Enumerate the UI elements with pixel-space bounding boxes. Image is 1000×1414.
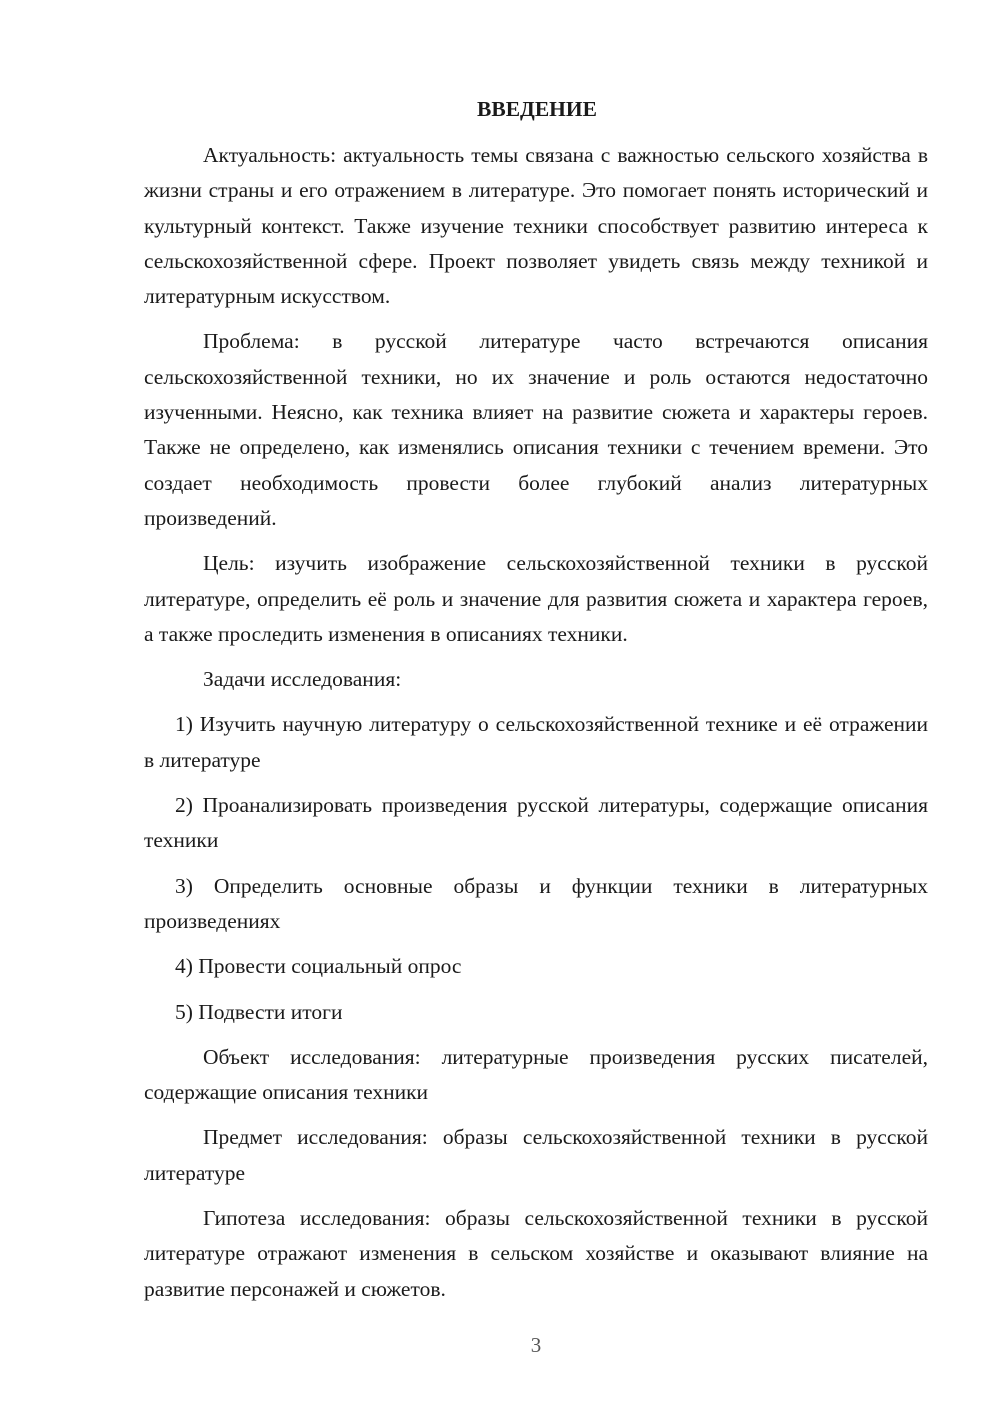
list-item-task-5: 5) Подвести итоги: [175, 999, 343, 1024]
section-title: ВВЕДЕНИЕ: [477, 97, 597, 121]
list-item-task-4: 4) Провести социальный опрос: [175, 954, 462, 979]
paragraph-problem: Проблема: в русской литературе часто встречаются описания сельскохозяйственной техники, но их значение и роль остаются недостаточно изученными. Неясно, как техника влияет на развитие сюжета и характеры героев. Также не определено, как изменялись описания техники с течением времени. Это создает необходимость провести более глубокий анализ литературных произведений.: [144, 329, 928, 530]
paragraph-tasks-heading: Задачи исследования:: [203, 667, 402, 692]
list-item-task-1: 1) Изучить научную литературу о сельскохозяйственной технике и её отражении в литературе: [144, 712, 928, 772]
paragraph-hypothesis: Гипотеза исследования: образы сельскохозяйственной техники в русской литературе отражают изменения в сельском хозяйстве и оказывают влияние на развитие персонажей и сюжетов.: [144, 1206, 928, 1301]
paragraph-subject: Предмет исследования: образы сельскохозяйственной техники в русской литературе: [144, 1125, 928, 1185]
list-item-task-2: 2) Проанализировать произведения русской литературы, содержащие описания техники: [144, 793, 928, 853]
list-item-task-3: 3) Определить основные образы и функции техники в литературных произведениях: [144, 873, 928, 933]
document-page: [144, 92, 928, 1307]
paragraph-relevance: Актуальность: актуальность темы связана с важностью сельского хозяйства в жизни страны и его отражением в литературе. Это помогает понять исторический и культурный контекст. Также изучение техники способствует развитию интереса к сельскохозяйственной сфере. Проект позволяет увидеть связь между техникой и литературным искусством.: [144, 143, 928, 309]
paragraph-object: Объект исследования: литературные произведения русских писателей, содержащие описания техники: [144, 1044, 928, 1105]
page-number: 3: [530, 1333, 542, 1357]
paragraph-goal: Цель: изучить изображение сельскохозяйственной техники в русской литературе, определить её роль и значение для развития сюжета и характера героев, а также проследить изменения в описаниях техники.: [144, 551, 928, 646]
